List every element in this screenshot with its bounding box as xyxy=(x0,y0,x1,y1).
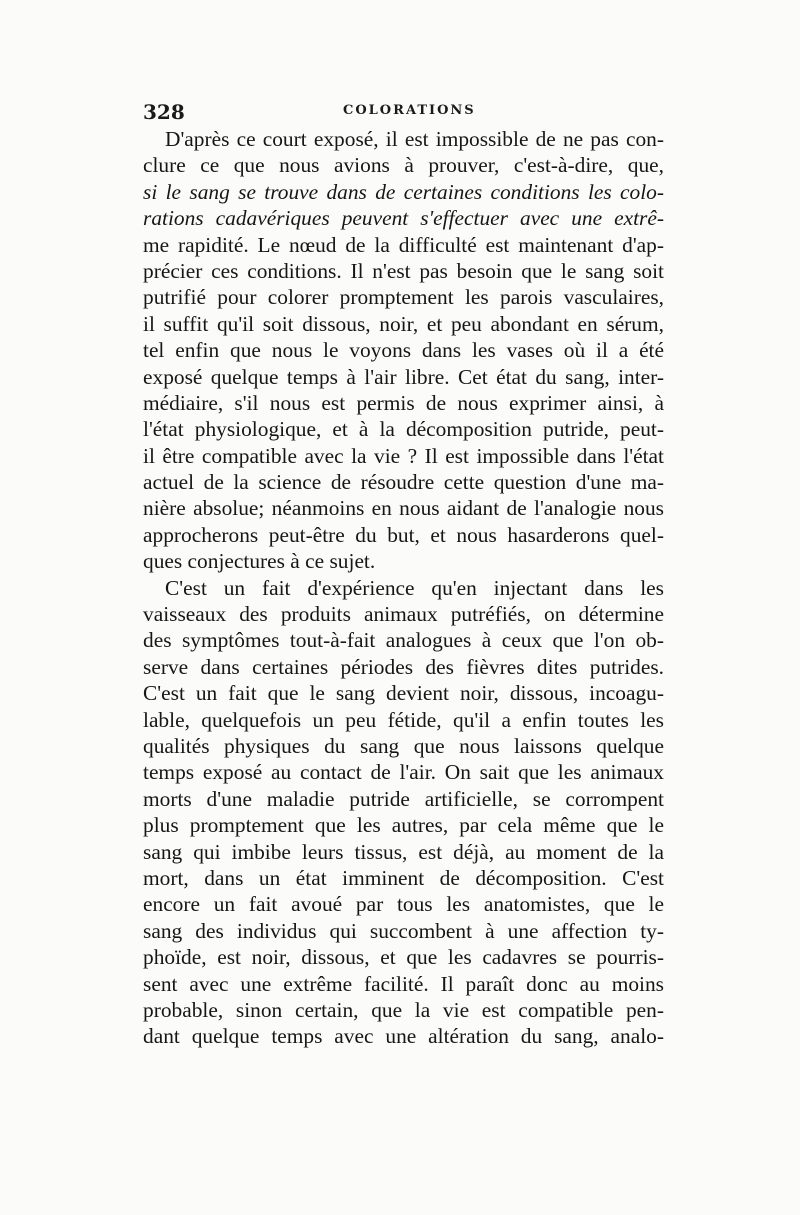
text-line: clure ce que nous avions à prouver, c'est-à-dire, que, xyxy=(143,153,664,178)
text-line: plus promptement que les autres, par cela même que le xyxy=(143,813,664,838)
text-line: vaisseaux des produits animaux putréfiés, on détermine xyxy=(143,602,664,627)
text-line: mort, dans un état imminent de décomposition. C'est xyxy=(143,865,664,890)
text-line: temps exposé au contact de l'air. On sait que les animaux xyxy=(143,760,664,785)
text-line: précier ces conditions. Il n'est pas besoin que le sang soit xyxy=(143,258,664,283)
text-line: D'après ce court exposé, il est impossible de ne pas con- xyxy=(165,127,664,151)
text-line: ques conjectures à ce sujet. xyxy=(143,549,376,574)
text-line: putrifié pour colorer promptement les parois vasculaires, xyxy=(143,285,664,310)
text-line: si le sang se trouve dans de certaines conditions les colo- xyxy=(143,179,664,204)
running-head: COLORATIONS xyxy=(343,103,476,118)
text-line: rations cadavériques peuvent s'effectuer avec une extrê- xyxy=(143,206,664,231)
text-line: sang qui imbibe leurs tissus, est déjà, au moment de la xyxy=(143,839,664,864)
body-text xyxy=(143,126,664,1050)
text-line: qualités physiques du sang que nous laissons quelque xyxy=(143,733,664,758)
page-header xyxy=(143,100,663,126)
text-line: morts d'une maladie putride artificielle, se corrompent xyxy=(143,786,664,811)
text-line: des symptômes tout-à-fait analogues à ceux que l'on ob- xyxy=(143,628,664,653)
text-line: C'est un fait que le sang devient noir, dissous, incoagu- xyxy=(143,681,664,706)
text-line: actuel de la science de résoudre cette question d'une ma- xyxy=(143,470,664,495)
text-line: encore un fait avoué par tous les anatomistes, que le xyxy=(143,892,664,917)
text-line: sent avec une extrême facilité. Il paraît donc au moins xyxy=(143,971,664,996)
text-line: sang des individus qui succombent à une affection ty- xyxy=(143,918,664,943)
text-line: il suffit qu'il soit dissous, noir, et peu abondant en sérum, xyxy=(143,311,664,336)
text-line: exposé quelque temps à l'air libre. Cet état du sang, inter- xyxy=(143,364,664,389)
text-line: l'état physiologique, et à la décomposition putride, peut- xyxy=(143,417,664,442)
text-line: lable, quelquefois un peu fétide, qu'il a enfin toutes les xyxy=(143,707,664,732)
text-line: me rapidité. Le nœud de la difficulté est maintenant d'ap- xyxy=(143,232,664,257)
text-line: nière absolue; néanmoins en nous aidant de l'analogie nous xyxy=(143,496,664,521)
text-line: dant quelque temps avec une altération du sang, analo- xyxy=(143,1024,664,1049)
text-line: phoïde, est noir, dissous, et que les cadavres se pourris- xyxy=(143,945,664,970)
text-line: probable, sinon certain, que la vie est compatible pen- xyxy=(143,997,664,1022)
text-line: médiaire, s'il nous est permis de nous exprimer ainsi, à xyxy=(143,390,664,415)
page-number: 328 xyxy=(143,100,185,124)
text-line: il être compatible avec la vie ? Il est impossible dans l'état xyxy=(143,443,664,468)
text-line: serve dans certaines périodes des fièvres dites putrides. xyxy=(143,654,664,679)
text-line: tel enfin que nous le voyons dans les vases où il a été xyxy=(143,338,664,363)
text-line: approcherons peut-être du but, et nous hasarderons quel- xyxy=(143,522,664,547)
text-line: C'est un fait d'expérience qu'en injectant dans les xyxy=(165,575,664,600)
